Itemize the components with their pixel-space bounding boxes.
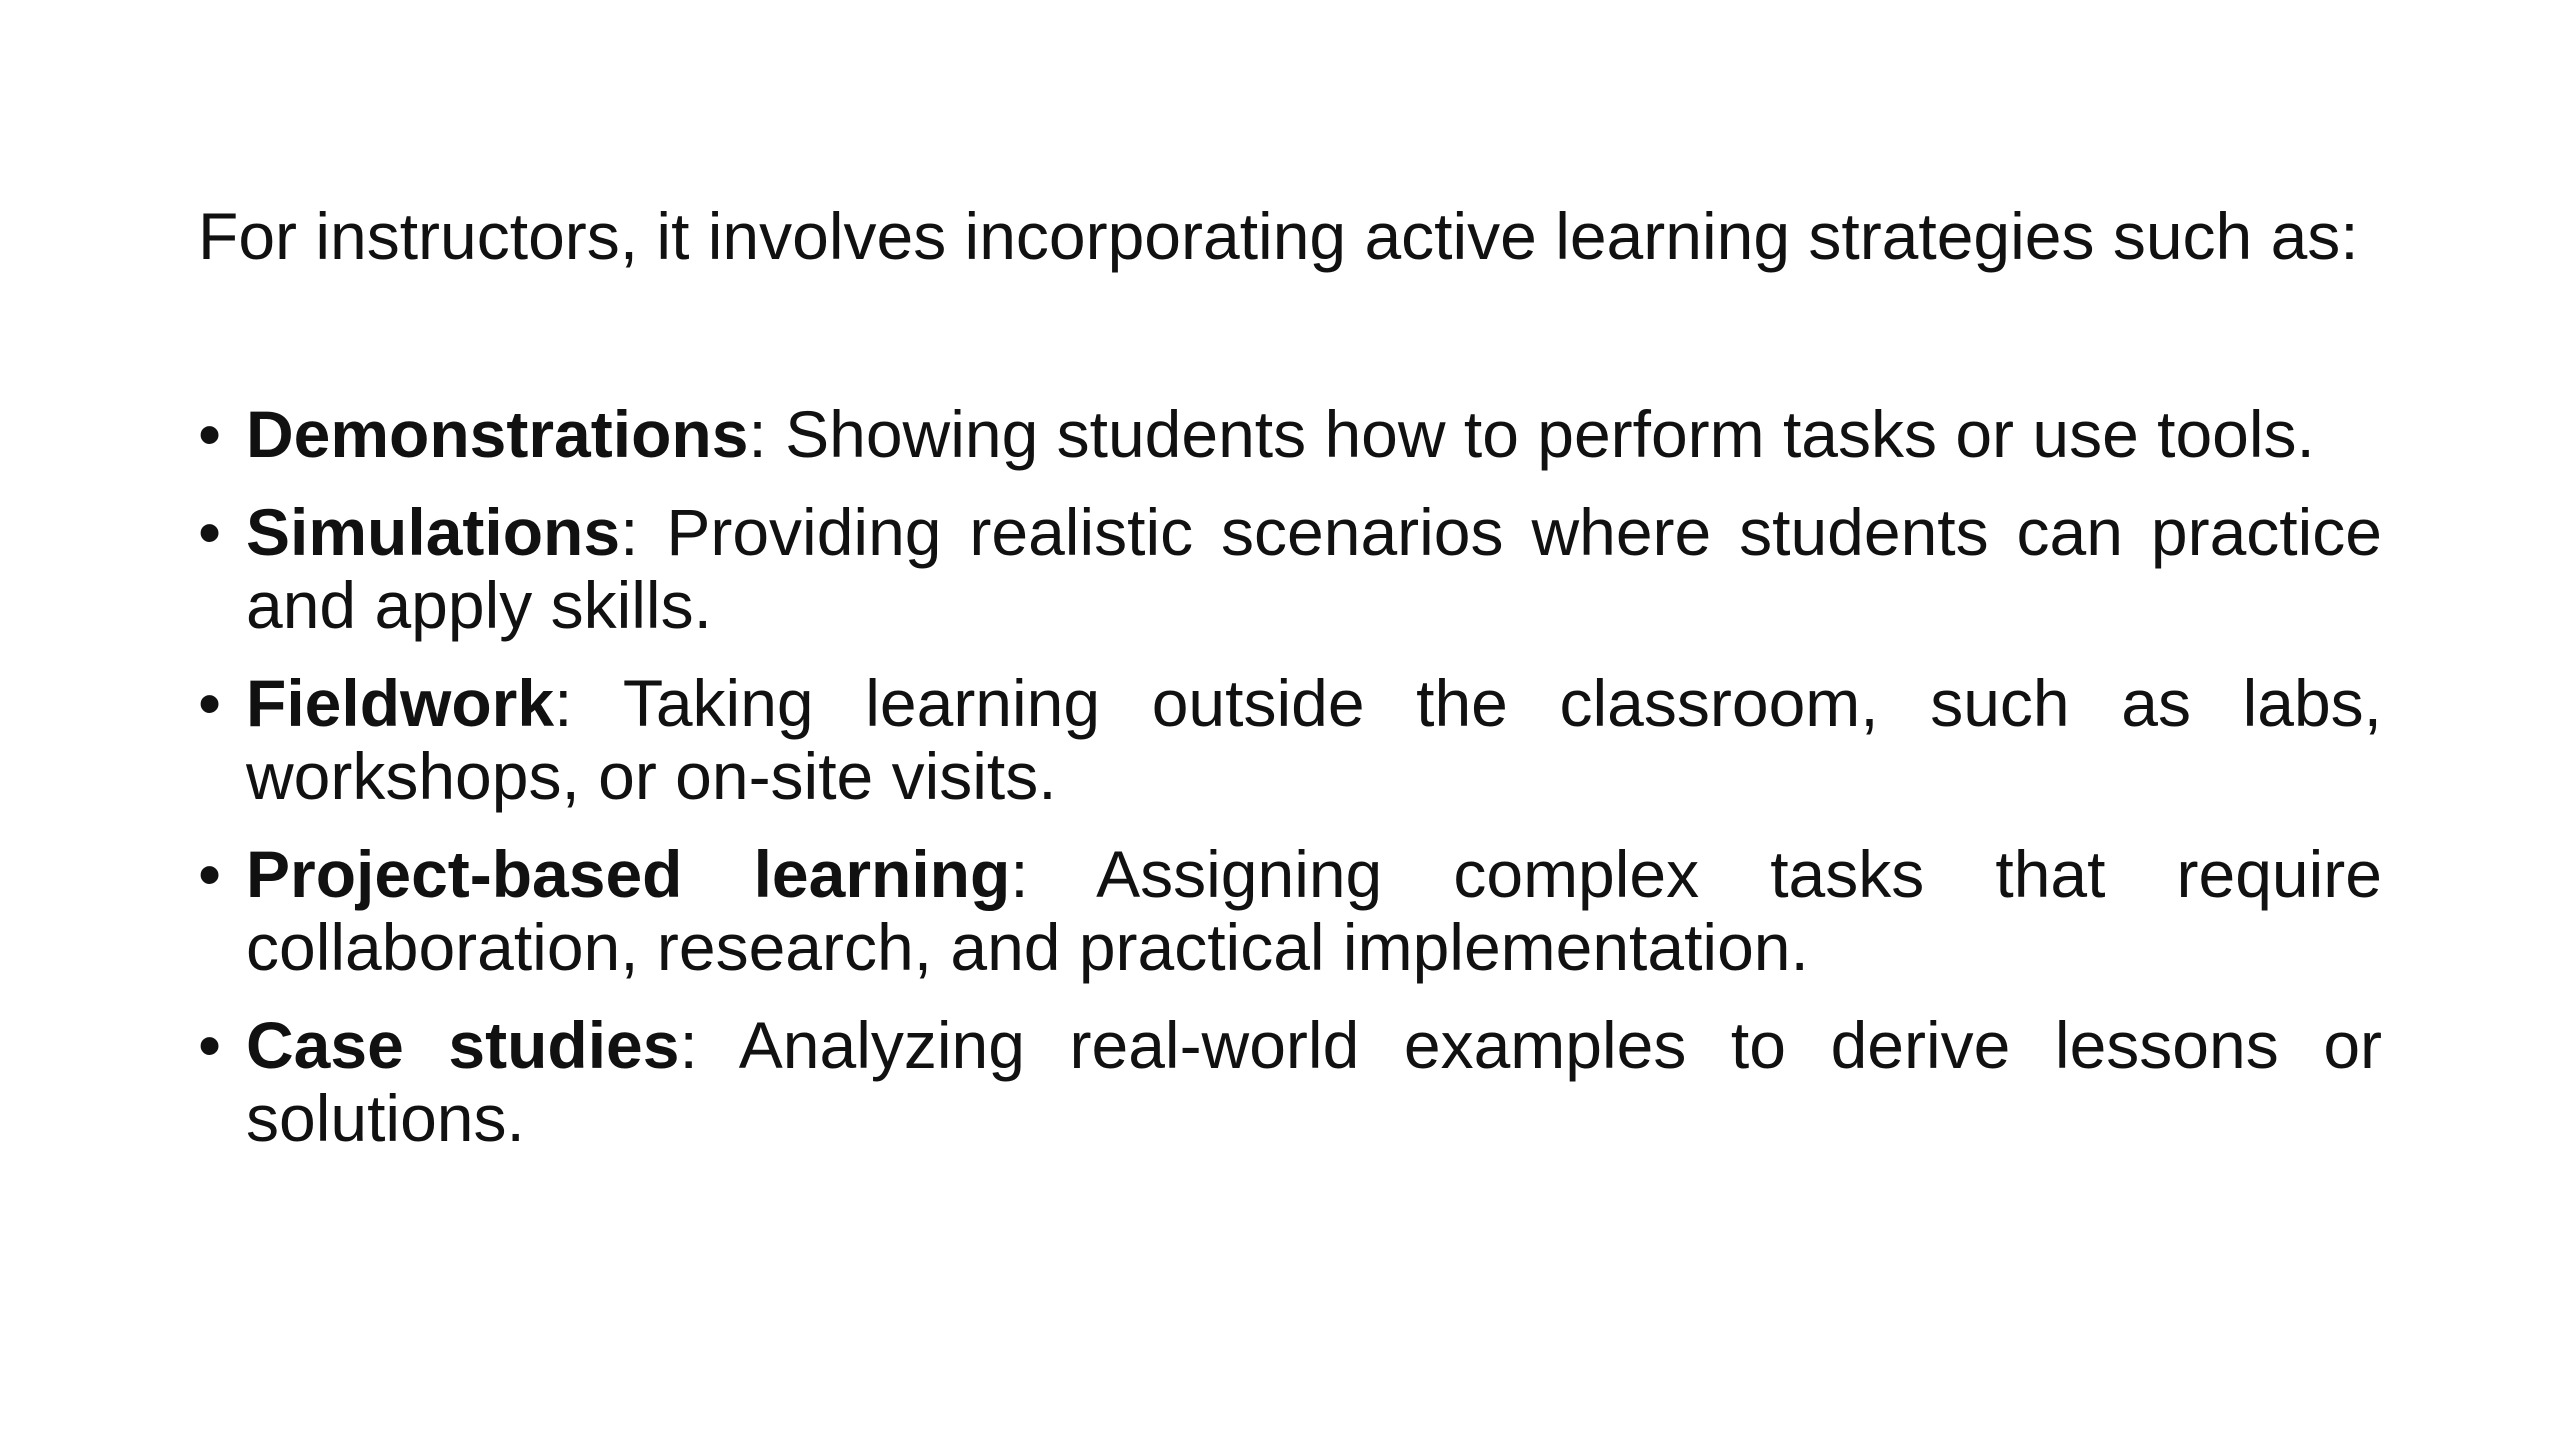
item-description: Taking learning outside the classroom, such as labs, workshops, or on-site visits. [246,666,2382,813]
item-separator: : [748,397,767,471]
item-separator: : [554,666,573,740]
item-term: Fieldwork [246,666,555,740]
item-separator: : [620,495,639,569]
item-term: Case studies [246,1008,680,1082]
item-separator: : [679,1008,698,1082]
item-description: Analyzing real-world examples to derive lessons or solutions. [246,1008,2383,1155]
intro-paragraph: For instructors, it involves incorporating active learning strategies such as: [198,199,2359,273]
bullet-icon: • [198,1008,222,1082]
item-term: Demonstrations [246,397,749,471]
bullet-icon: • [198,837,222,911]
item-description: Assigning complex tasks that require collaboration, research, and practical implementation. [246,837,2382,984]
list-item-simulations [198,496,2382,642]
list-item-fieldwork [198,667,2382,813]
list-item-demonstrations [198,398,2382,471]
item-description: Showing students how to perform tasks or use tools. [766,397,2315,471]
list-item-case-studies [198,1009,2382,1155]
bullet-icon: • [198,397,222,471]
list-item-project-based-learning [198,838,2382,984]
bullet-icon: • [198,495,222,569]
strategy-list [198,398,2382,1155]
item-term: Project-based learning [246,837,1011,911]
bullet-icon: • [198,666,222,740]
item-description: Providing realistic scenarios where students can practice and apply skills. [246,495,2382,642]
item-term: Simulations [246,495,621,569]
item-separator: : [1010,837,1029,911]
slide-content [198,200,2382,1180]
